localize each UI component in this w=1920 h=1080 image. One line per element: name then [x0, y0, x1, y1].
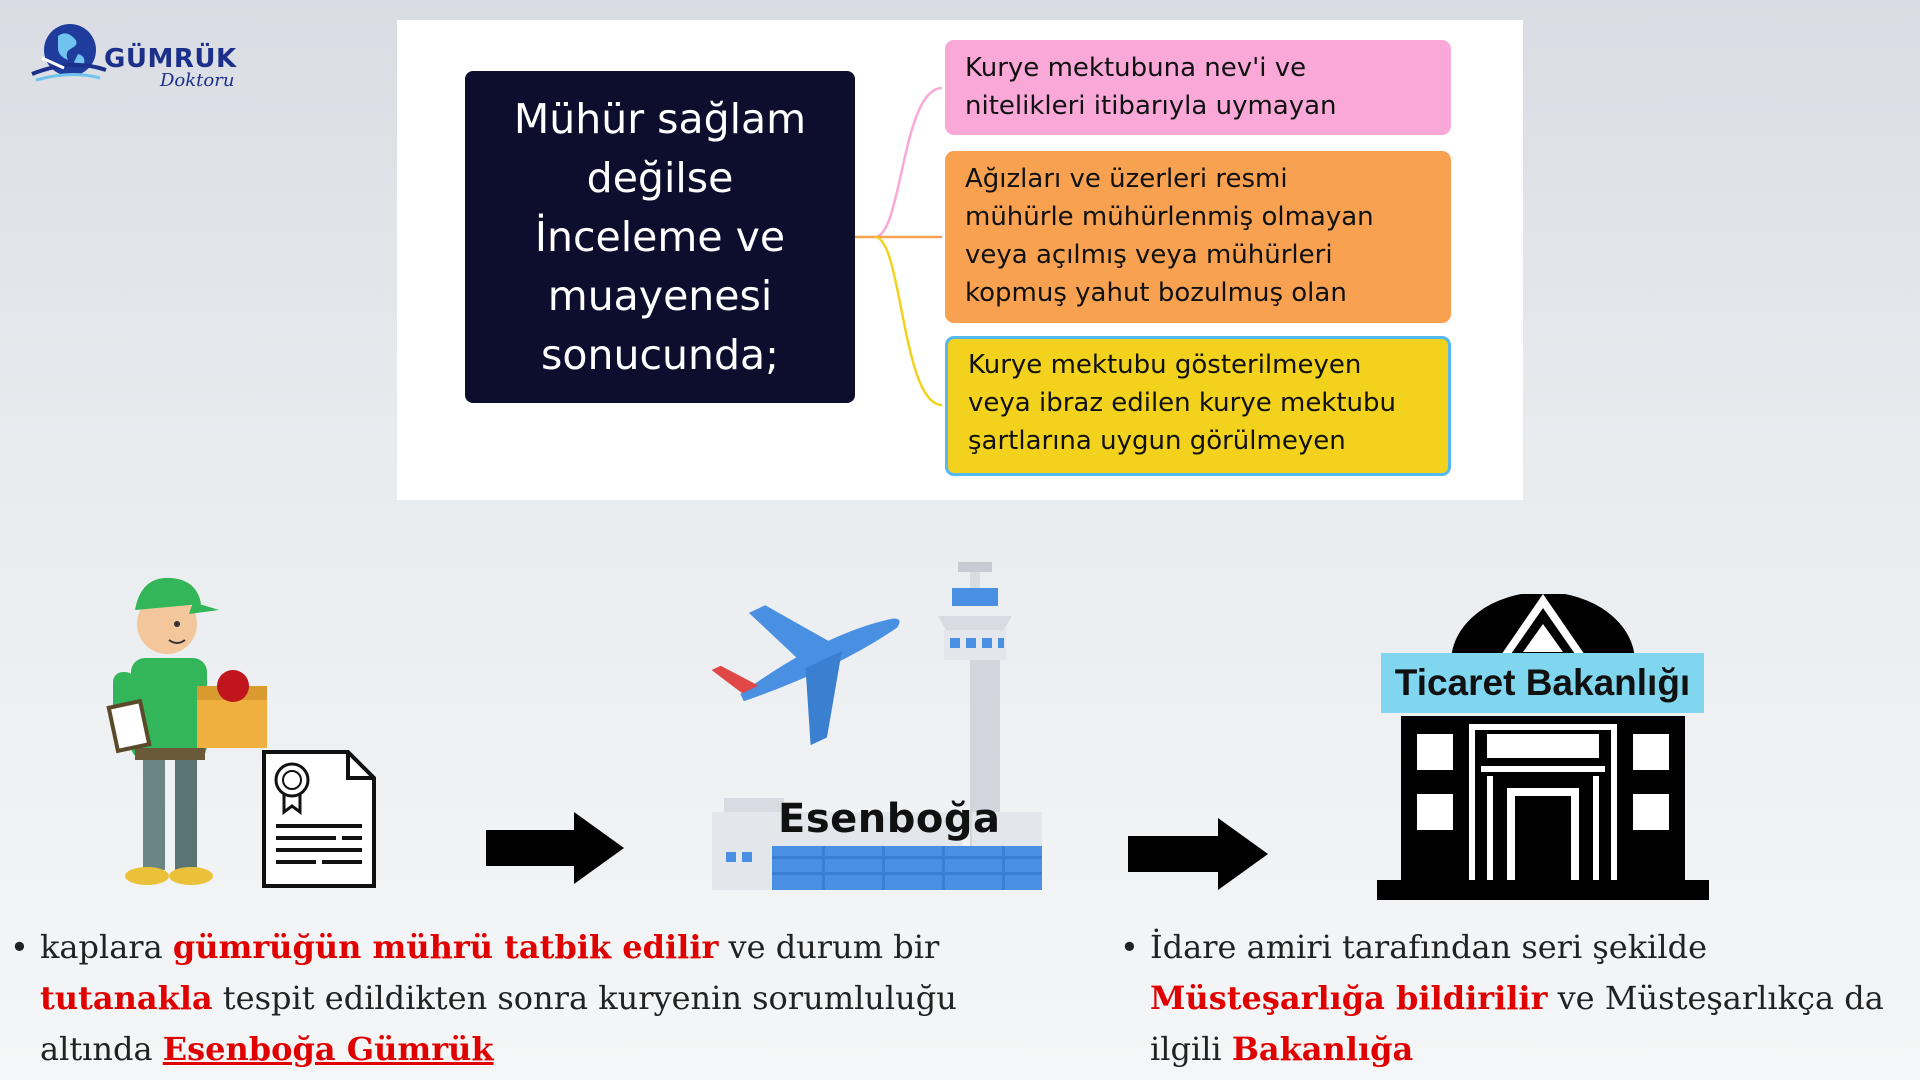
bullet-right-text: [1120, 922, 1900, 1075]
bullet-left-t3: tespit edildikten sonra kuryenin sorumluluğu altında: [40, 979, 957, 1068]
globe-icon: [28, 18, 108, 90]
connector-yellow: [875, 237, 942, 405]
certificate-document-icon: [260, 748, 378, 890]
bullet-right-highlight-2: Bakanlığa: [1231, 1030, 1414, 1068]
bullet-left-t2: ve durum bir: [718, 928, 940, 966]
bullet-left-highlight-2: tutanakla: [40, 979, 213, 1017]
condition-card-3: Kurye mektubu gösterilmeyen veya ibraz edilen kurye mektubu şartlarına uygun görülmeyen: [945, 336, 1451, 476]
bullet-right-t1: İdare amiri tarafından seri şekilde: [1150, 928, 1708, 966]
arrow-right-icon-1: [486, 812, 626, 884]
government-building-icon: [1375, 594, 1711, 904]
ministry-label: Ticaret Bakanlığı: [1381, 653, 1704, 713]
bullet-left-text: [10, 922, 1060, 1075]
bullet-dot-right: •: [1120, 928, 1139, 966]
diagram-panel: [397, 20, 1523, 500]
bullet-left: [10, 922, 1060, 1075]
bullet-right: [1120, 922, 1900, 1075]
bullet-left-highlight-1: gümrüğün mührü tatbik edilir: [172, 928, 719, 966]
condition-card-2: Ağızları ve üzerleri resmi mühürle mühürlenmiş olmayan veya açılmış veya mühürleri kopmuş yahut bozulmuş olan: [945, 151, 1451, 323]
connector-pink: [875, 88, 942, 237]
bullet-right-t2: ve Müsteşarlıkça da ilgili: [1150, 979, 1884, 1068]
courier-with-package-icon: [105, 562, 285, 892]
logo-name: GÜMRÜK: [104, 44, 237, 74]
condition-card-1: Kurye mektubuna nev'i ve nitelikleri itibarıyla uymayan: [945, 40, 1451, 135]
airport-label: Esenboğa: [778, 796, 1001, 842]
bullet-left-highlight-3: Esenboğa Gümrük: [162, 1030, 494, 1068]
arrow-right-icon-2: [1128, 818, 1270, 890]
logo-subtitle: Doktoru: [160, 70, 235, 91]
bullet-left-t1: kaplara: [40, 928, 173, 966]
gumruk-doktoru-logo: [28, 18, 248, 98]
main-condition-box: [465, 71, 855, 403]
bullet-right-highlight-1: Müsteşarlığa bildirilir: [1150, 979, 1548, 1017]
bullet-dot-left: •: [10, 928, 29, 966]
main-condition-text: Mühür sağlam değilse İnceleme ve muayenesi sonucunda;: [513, 94, 807, 379]
